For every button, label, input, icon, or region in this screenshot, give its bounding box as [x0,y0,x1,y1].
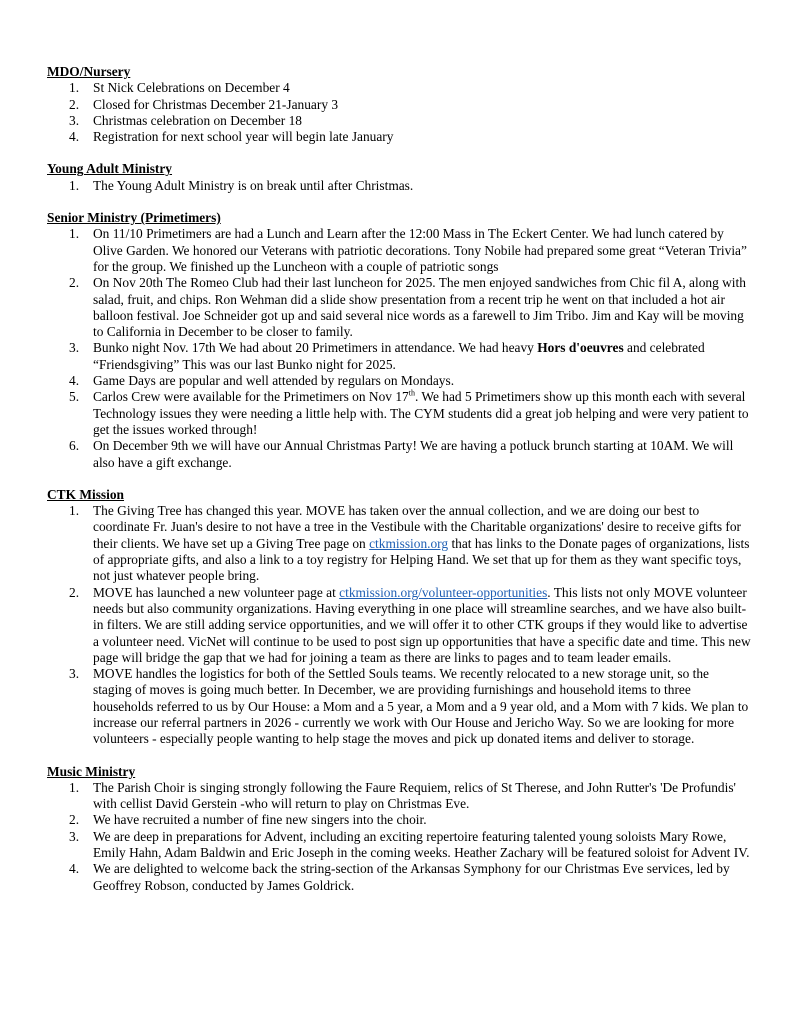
numbered-list [47,226,751,470]
numbered-list [47,80,751,145]
list-item [47,80,751,96]
list-text: We are deep in preparations for Advent, including an exciting repertoire featuring talented young soloists Mary Rowe, Emily Hahn, Adam Baldwin and Eric Joseph in the coming weeks. Heather Zachary will be featured soloist for Advent IV. [93,828,750,861]
numbered-list [47,503,751,747]
list-item [47,666,751,747]
list-text: Bunko night Nov. 17th We had about 20 Primetimers in attendance. We had heavy [93,340,538,356]
list-number: 5. [69,389,80,405]
list-item [47,812,751,828]
list-item [47,97,751,113]
ordinal-superscript: th [408,388,415,398]
section-music-ministry [47,764,751,894]
list-number: 1. [69,226,80,242]
list-number: 4. [69,129,80,145]
list-text: The Parish Choir is singing strongly following the Faure Requiem, relics of St Therese, and John Rutter's 'De Profundis' with cellist David Gerstein -who will return to play on Christmas Eve. [93,779,736,812]
volunteer-opportunities-link[interactable]: ctkmission.org/volunteer-opportunities [339,584,548,600]
list-text: St Nick Celebrations on December 4 [93,80,290,96]
list-number: 3. [69,112,80,128]
list-text: On December 9th we will have our Annual Christmas Party! We are having a potluck brunch starting at 10AM. We will also have a gift exchange. [93,438,734,470]
list-number: 3. [69,828,80,844]
list-number: 2. [69,584,80,600]
list-text: We are delighted to welcome back the string-section of the Arkansas Symphony for our Christmas Eve services, led by Geoffrey Robson, conducted by James Goldrick. [93,861,730,893]
list-text: Registration for next school year will begin late January [93,129,394,145]
list-item [47,829,751,862]
list-text: MOVE has launched a new volunteer page at [93,584,340,600]
list-item [47,178,751,194]
list-item [47,389,751,438]
list-number: 3. [69,340,80,356]
section-heading: Music Ministry [47,763,136,779]
list-text: that has links to the Donate pages of organizations, lists of appropriate gifts, and also a link to a toy registry for Helping Hand. We set that up for them as they want specific toys, not just whatever people bring. [93,535,750,584]
list-text: The Young Adult Ministry is on break until after Christmas. [93,177,414,193]
list-text: MOVE handles the logistics for both of the Settled Souls teams. We recently relocated to a new storage unit, so the staging of moves is going much better. In December, we are providing furnishings and household items to three households referred to us by Our House: a Mom and a 5 year, a Mom and a 9 year old, and a Mom with 7 kids. We plan to increase our referral partners in 2026 - currently we work with Our House and Jericho Way. So we are looking for more volunteers - especially people wanting to help stage the moves and pick up donated items and deliver to storage. [93,666,749,747]
list-text: On 11/10 Primetimers are had a Lunch and Learn after the 12:00 Mass in The Eckert Center. We had lunch catered by Olive Garden. We honored our Veterans with patriotic decorations. Tony Nobile had prepared some great “Veteran Trivia” for the group. We finished up the Luncheon with a couple of patriotic songs [93,226,747,274]
section-ctk-mission [47,487,751,748]
list-text: . This lists not only MOVE volunteer needs but also community organizations. Having everything in one place will streamline searches, and we have also built-in filters. We are still adding service opportunities, and we will offer it to other CTK groups if they would like to advertise a volunteer need. VicNet will continue to be used to post sign up opportunities that have a specific date and time. This new page will bridge the gap that we had for joining a team as there are links to pages and to team leader emails. [93,584,751,665]
section-young-adult-ministry [47,161,751,194]
section-heading: MDO/Nursery [47,64,131,79]
list-number: 1. [69,80,80,96]
list-item [47,340,751,373]
list-item [47,585,751,666]
list-text: On Nov 20th The Romeo Club had their last luncheon for 2025. The men enjoyed sandwiches from Chic fil A, along with salad, fruit, and chips. Ron Wehman did a slide show presentation from a recent trip he went on that included a hot air balloon festival. Joe Schneider got up and said several nice words as a farewell to Jim Tribo. Jim and Kay will be moving to California in December to be closer to family. [93,275,746,340]
list-item [47,373,751,389]
list-number: 2. [69,812,80,828]
list-text: Closed for Christmas December 21-January 3 [93,96,339,112]
bold-text: Hors d'oeuvres [537,340,624,356]
list-item [47,503,751,584]
list-number: 2. [69,96,80,112]
list-text: Carlos Crew were available for the Primetimers on Nov 17 [93,389,409,405]
list-text: Christmas celebration on December 18 [93,112,302,128]
section-heading: Senior Ministry (Primetimers) [47,210,221,226]
list-text: . We had 5 Primetimers show up this month each with several Technology issues they were needing a little help with. The CYM students did a great job helping and were very patient to get the issues worked through! [93,389,749,437]
list-number: 6. [69,438,80,454]
list-number: 1. [69,177,80,193]
list-item [47,275,751,340]
numbered-list [47,178,751,194]
numbered-list [47,780,751,894]
ctkmission-link[interactable]: ctkmission.org [369,535,449,551]
list-number: 4. [69,861,80,877]
list-item [47,861,751,894]
section-senior-ministry [47,210,751,471]
list-number: 2. [69,275,80,291]
list-item [47,113,751,129]
list-text: Game Days are popular and well attended by regulars on Mondays. [93,373,455,389]
list-text: The Giving Tree has changed this year. MOVE has taken over the annual collection, and we are doing our best to coordinate Fr. Juan's desire to not have a tree in the Vestibule with the Charitable organizations' desire to receive gifts for their clients. We have set up a Giving Tree page on [93,503,742,551]
list-text: and celebrated “Friendsgiving” This was our last Bunko night for 2025. [93,340,705,372]
list-text: We have recruited a number of fine new singers into the choir. [93,812,427,828]
list-item [47,780,751,813]
section-heading: CTK Mission [47,486,125,502]
list-number: 1. [69,503,80,519]
list-item [47,129,751,145]
section-heading: Young Adult Ministry [47,161,173,177]
list-item [47,226,751,275]
list-number: 4. [69,373,80,389]
list-number: 3. [69,666,80,682]
list-number: 1. [69,779,80,795]
list-item [47,438,751,471]
section-mdo-nursery [47,64,751,145]
